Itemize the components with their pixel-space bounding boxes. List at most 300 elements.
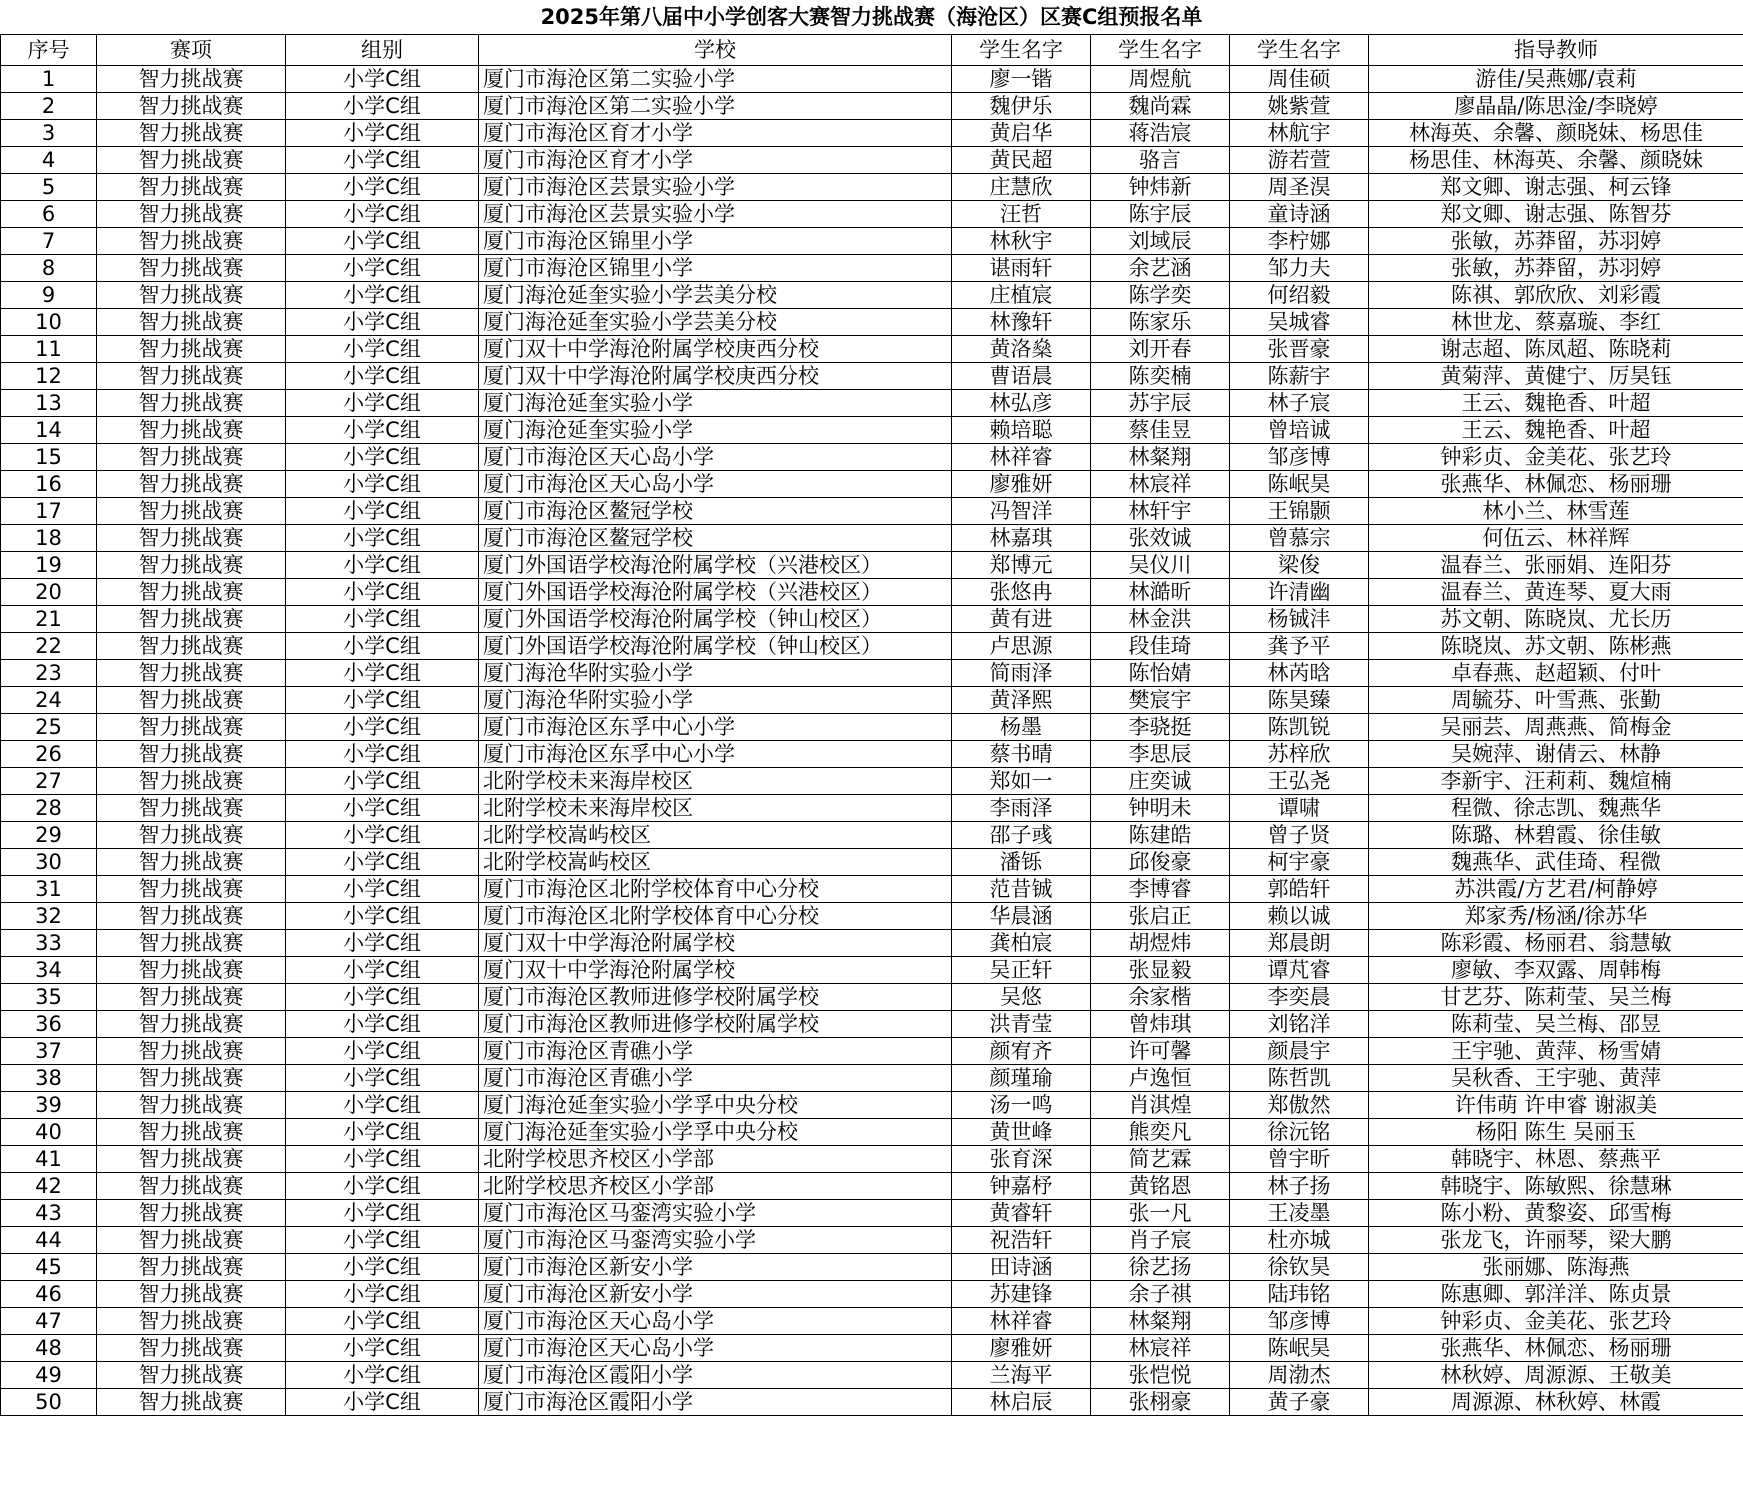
cell-index[interactable]: 23 — [1, 660, 97, 687]
cell-group[interactable]: 小学C组 — [286, 876, 479, 903]
cell-student-3[interactable]: 陈哲凯 — [1230, 1065, 1369, 1092]
cell-group[interactable]: 小学C组 — [286, 1173, 479, 1200]
cell-student-1[interactable]: 汤一鸣 — [952, 1092, 1091, 1119]
cell-school[interactable]: 厦门市海沧区北附学校体育中心分校 — [479, 903, 952, 930]
cell-index[interactable]: 39 — [1, 1092, 97, 1119]
cell-student-3[interactable]: 陈岷昊 — [1230, 471, 1369, 498]
cell-group[interactable]: 小学C组 — [286, 579, 479, 606]
cell-student-2[interactable]: 林宸祥 — [1091, 471, 1230, 498]
cell-student-2[interactable]: 陈奕楠 — [1091, 363, 1230, 390]
cell-school[interactable]: 厦门双十中学海沧附属学校庚西分校 — [479, 363, 952, 390]
table-row[interactable] — [1, 1092, 1743, 1119]
cell-student-2[interactable]: 李博睿 — [1091, 876, 1230, 903]
cell-event[interactable]: 智力挑战赛 — [97, 1038, 286, 1065]
cell-student-2[interactable]: 骆言 — [1091, 147, 1230, 174]
cell-group[interactable]: 小学C组 — [286, 741, 479, 768]
cell-event[interactable]: 智力挑战赛 — [97, 390, 286, 417]
cell-student-1[interactable]: 廖雅妍 — [952, 1335, 1091, 1362]
cell-student-1[interactable]: 廖雅妍 — [952, 471, 1091, 498]
cell-teachers[interactable]: 黄菊萍、黄健宁、厉昊钰 — [1369, 363, 1743, 390]
cell-index[interactable]: 22 — [1, 633, 97, 660]
cell-event[interactable]: 智力挑战赛 — [97, 876, 286, 903]
cell-index[interactable]: 44 — [1, 1227, 97, 1254]
cell-teachers[interactable]: 杨思佳、林海英、余馨、颜晓妹 — [1369, 147, 1743, 174]
cell-student-3[interactable]: 周渤杰 — [1230, 1362, 1369, 1389]
cell-index[interactable]: 29 — [1, 822, 97, 849]
cell-student-2[interactable]: 简艺霖 — [1091, 1146, 1230, 1173]
cell-student-3[interactable]: 邹力夫 — [1230, 255, 1369, 282]
cell-student-3[interactable]: 郑晨朗 — [1230, 930, 1369, 957]
cell-student-1[interactable]: 黄世峰 — [952, 1119, 1091, 1146]
table-row[interactable] — [1, 687, 1743, 714]
cell-index[interactable]: 12 — [1, 363, 97, 390]
cell-student-2[interactable]: 张栩豪 — [1091, 1389, 1230, 1416]
table-row[interactable] — [1, 201, 1743, 228]
cell-group[interactable]: 小学C组 — [286, 444, 479, 471]
cell-index[interactable]: 27 — [1, 768, 97, 795]
table-row[interactable] — [1, 471, 1743, 498]
cell-student-2[interactable]: 卢逸恒 — [1091, 1065, 1230, 1092]
cell-teachers[interactable]: 陈小粉、黄黎姿、邱雪梅 — [1369, 1200, 1743, 1227]
cell-student-1[interactable]: 祝浩轩 — [952, 1227, 1091, 1254]
cell-index[interactable]: 14 — [1, 417, 97, 444]
cell-group[interactable]: 小学C组 — [286, 984, 479, 1011]
cell-teachers[interactable]: 钟彩贞、金美花、张艺玲 — [1369, 1308, 1743, 1335]
cell-student-1[interactable]: 林祥睿 — [952, 444, 1091, 471]
cell-school[interactable]: 厦门市海沧区锦里小学 — [479, 228, 952, 255]
cell-student-2[interactable]: 肖淇煌 — [1091, 1092, 1230, 1119]
cell-student-3[interactable]: 苏梓欣 — [1230, 741, 1369, 768]
cell-student-2[interactable]: 林澔昕 — [1091, 579, 1230, 606]
cell-index[interactable]: 36 — [1, 1011, 97, 1038]
cell-index[interactable]: 50 — [1, 1389, 97, 1416]
cell-school[interactable]: 厦门双十中学海沧附属学校庚西分校 — [479, 336, 952, 363]
cell-group[interactable]: 小学C组 — [286, 849, 479, 876]
cell-student-1[interactable]: 廖一锴 — [952, 66, 1091, 93]
cell-student-1[interactable]: 田诗涵 — [952, 1254, 1091, 1281]
cell-event[interactable]: 智力挑战赛 — [97, 444, 286, 471]
cell-student-3[interactable]: 邹彦博 — [1230, 1308, 1369, 1335]
cell-group[interactable]: 小学C组 — [286, 471, 479, 498]
cell-index[interactable]: 18 — [1, 525, 97, 552]
cell-index[interactable]: 40 — [1, 1119, 97, 1146]
cell-index[interactable]: 5 — [1, 174, 97, 201]
cell-teachers[interactable]: 吴婉萍、谢倩云、林静 — [1369, 741, 1743, 768]
cell-student-2[interactable]: 余家楷 — [1091, 984, 1230, 1011]
cell-school[interactable]: 厦门外国语学校海沧附属学校（兴港校区） — [479, 552, 952, 579]
table-row[interactable] — [1, 1254, 1743, 1281]
cell-index[interactable]: 6 — [1, 201, 97, 228]
cell-group[interactable]: 小学C组 — [286, 336, 479, 363]
cell-index[interactable]: 48 — [1, 1335, 97, 1362]
table-row[interactable] — [1, 1227, 1743, 1254]
cell-student-1[interactable]: 林豫轩 — [952, 309, 1091, 336]
cell-student-1[interactable]: 谌雨轩 — [952, 255, 1091, 282]
cell-student-2[interactable]: 张启正 — [1091, 903, 1230, 930]
cell-student-1[interactable]: 颜宥齐 — [952, 1038, 1091, 1065]
cell-index[interactable]: 35 — [1, 984, 97, 1011]
table-row[interactable] — [1, 930, 1743, 957]
cell-group[interactable]: 小学C组 — [286, 1227, 479, 1254]
cell-teachers[interactable]: 郑文卿、谢志强、柯云锋 — [1369, 174, 1743, 201]
cell-student-2[interactable]: 李骁挺 — [1091, 714, 1230, 741]
table-row[interactable] — [1, 390, 1743, 417]
cell-school[interactable]: 北附学校思齐校区小学部 — [479, 1173, 952, 1200]
cell-school[interactable]: 厦门市海沧区芸景实验小学 — [479, 174, 952, 201]
cell-index[interactable]: 32 — [1, 903, 97, 930]
cell-student-3[interactable]: 陈薪宇 — [1230, 363, 1369, 390]
cell-group[interactable]: 小学C组 — [286, 768, 479, 795]
cell-student-1[interactable]: 潘铄 — [952, 849, 1091, 876]
table-row[interactable] — [1, 147, 1743, 174]
cell-teachers[interactable]: 陈晓岚、苏文朝、陈彬燕 — [1369, 633, 1743, 660]
cell-student-1[interactable]: 张育深 — [952, 1146, 1091, 1173]
table-row[interactable] — [1, 1362, 1743, 1389]
cell-event[interactable]: 智力挑战赛 — [97, 1200, 286, 1227]
cell-event[interactable]: 智力挑战赛 — [97, 471, 286, 498]
cell-student-2[interactable]: 张一凡 — [1091, 1200, 1230, 1227]
cell-school[interactable]: 北附学校嵩屿校区 — [479, 849, 952, 876]
cell-student-1[interactable]: 林秋宇 — [952, 228, 1091, 255]
cell-student-2[interactable]: 张恺悦 — [1091, 1362, 1230, 1389]
cell-teachers[interactable]: 张龙飞，许丽琴，梁大鹏 — [1369, 1227, 1743, 1254]
cell-group[interactable]: 小学C组 — [286, 1146, 479, 1173]
cell-group[interactable]: 小学C组 — [286, 1119, 479, 1146]
cell-group[interactable]: 小学C组 — [286, 660, 479, 687]
table-row[interactable] — [1, 876, 1743, 903]
cell-student-2[interactable]: 蒋浩宸 — [1091, 120, 1230, 147]
cell-student-1[interactable]: 吴悠 — [952, 984, 1091, 1011]
cell-group[interactable]: 小学C组 — [286, 282, 479, 309]
cell-student-2[interactable]: 张显毅 — [1091, 957, 1230, 984]
cell-student-1[interactable]: 黄洛燊 — [952, 336, 1091, 363]
table-row[interactable] — [1, 66, 1743, 93]
cell-event[interactable]: 智力挑战赛 — [97, 201, 286, 228]
cell-student-3[interactable]: 赖以诚 — [1230, 903, 1369, 930]
table-row[interactable] — [1, 957, 1743, 984]
cell-school[interactable]: 厦门外国语学校海沧附属学校（钟山校区） — [479, 633, 952, 660]
cell-event[interactable]: 智力挑战赛 — [97, 849, 286, 876]
cell-student-1[interactable]: 吴正轩 — [952, 957, 1091, 984]
cell-student-1[interactable]: 黄睿轩 — [952, 1200, 1091, 1227]
cell-teachers[interactable]: 韩晓宇、林恩、蔡燕平 — [1369, 1146, 1743, 1173]
cell-group[interactable]: 小学C组 — [286, 633, 479, 660]
cell-event[interactable]: 智力挑战赛 — [97, 1065, 286, 1092]
cell-student-3[interactable]: 杜亦城 — [1230, 1227, 1369, 1254]
cell-student-3[interactable]: 杨铖沣 — [1230, 606, 1369, 633]
cell-student-1[interactable]: 魏伊乐 — [952, 93, 1091, 120]
cell-student-3[interactable]: 徐沅铭 — [1230, 1119, 1369, 1146]
cell-index[interactable]: 2 — [1, 93, 97, 120]
cell-student-3[interactable]: 张晋豪 — [1230, 336, 1369, 363]
cell-student-3[interactable]: 谭芃睿 — [1230, 957, 1369, 984]
cell-student-2[interactable]: 钟炜新 — [1091, 174, 1230, 201]
cell-event[interactable]: 智力挑战赛 — [97, 1011, 286, 1038]
cell-student-3[interactable]: 王凌墨 — [1230, 1200, 1369, 1227]
cell-teachers[interactable]: 甘艺芬、陈莉莹、吴兰梅 — [1369, 984, 1743, 1011]
cell-school[interactable]: 北附学校未来海岸校区 — [479, 795, 952, 822]
cell-student-2[interactable]: 林金洪 — [1091, 606, 1230, 633]
table-row[interactable] — [1, 606, 1743, 633]
cell-group[interactable]: 小学C组 — [286, 903, 479, 930]
cell-student-2[interactable]: 周煜航 — [1091, 66, 1230, 93]
cell-school[interactable]: 厦门市海沧区东孚中心小学 — [479, 741, 952, 768]
table-row[interactable] — [1, 1173, 1743, 1200]
cell-student-2[interactable]: 蔡佳昱 — [1091, 417, 1230, 444]
cell-student-2[interactable]: 林粲翔 — [1091, 444, 1230, 471]
cell-student-3[interactable]: 李柠娜 — [1230, 228, 1369, 255]
cell-student-1[interactable]: 林祥睿 — [952, 1308, 1091, 1335]
cell-student-2[interactable]: 陈家乐 — [1091, 309, 1230, 336]
cell-school[interactable]: 厦门市海沧区天心岛小学 — [479, 471, 952, 498]
cell-group[interactable]: 小学C组 — [286, 120, 479, 147]
table-row[interactable] — [1, 552, 1743, 579]
cell-group[interactable]: 小学C组 — [286, 1281, 479, 1308]
cell-group[interactable]: 小学C组 — [286, 363, 479, 390]
cell-student-1[interactable]: 黄有进 — [952, 606, 1091, 633]
cell-school[interactable]: 北附学校嵩屿校区 — [479, 822, 952, 849]
cell-teachers[interactable]: 温春兰、黄连琴、夏大雨 — [1369, 579, 1743, 606]
table-row[interactable] — [1, 120, 1743, 147]
cell-school[interactable]: 厦门海沧延奎实验小学 — [479, 417, 952, 444]
cell-group[interactable]: 小学C组 — [286, 552, 479, 579]
cell-teachers[interactable]: 游佳/吴燕娜/袁莉 — [1369, 66, 1743, 93]
cell-index[interactable]: 33 — [1, 930, 97, 957]
cell-school[interactable]: 厦门市海沧区天心岛小学 — [479, 1335, 952, 1362]
cell-event[interactable]: 智力挑战赛 — [97, 1308, 286, 1335]
cell-teachers[interactable]: 陈璐、林碧霞、徐佳敏 — [1369, 822, 1743, 849]
table-row[interactable] — [1, 1335, 1743, 1362]
cell-student-1[interactable]: 郑博元 — [952, 552, 1091, 579]
cell-teachers[interactable]: 张丽娜、陈海燕 — [1369, 1254, 1743, 1281]
cell-group[interactable]: 小学C组 — [286, 1362, 479, 1389]
cell-event[interactable]: 智力挑战赛 — [97, 1146, 286, 1173]
cell-index[interactable]: 31 — [1, 876, 97, 903]
cell-teachers[interactable]: 王云、魏艳香、叶超 — [1369, 417, 1743, 444]
cell-school[interactable]: 厦门海沧华附实验小学 — [479, 687, 952, 714]
cell-school[interactable]: 北附学校未来海岸校区 — [479, 768, 952, 795]
cell-school[interactable]: 厦门市海沧区青礁小学 — [479, 1065, 952, 1092]
cell-index[interactable]: 15 — [1, 444, 97, 471]
cell-event[interactable]: 智力挑战赛 — [97, 1173, 286, 1200]
cell-index[interactable]: 8 — [1, 255, 97, 282]
cell-student-2[interactable]: 刘开春 — [1091, 336, 1230, 363]
cell-student-2[interactable]: 樊宸宇 — [1091, 687, 1230, 714]
cell-event[interactable]: 智力挑战赛 — [97, 498, 286, 525]
cell-index[interactable]: 47 — [1, 1308, 97, 1335]
cell-school[interactable]: 厦门市海沧区教师进修学校附属学校 — [479, 984, 952, 1011]
cell-index[interactable]: 20 — [1, 579, 97, 606]
cell-index[interactable]: 34 — [1, 957, 97, 984]
cell-student-2[interactable]: 林宸祥 — [1091, 1335, 1230, 1362]
cell-student-1[interactable]: 蔡书晴 — [952, 741, 1091, 768]
cell-teachers[interactable]: 王宇驰、黄萍、杨雪婧 — [1369, 1038, 1743, 1065]
cell-student-3[interactable]: 何绍毅 — [1230, 282, 1369, 309]
cell-student-3[interactable]: 邹彦博 — [1230, 444, 1369, 471]
cell-school[interactable]: 厦门市海沧区鳌冠学校 — [479, 525, 952, 552]
cell-event[interactable]: 智力挑战赛 — [97, 525, 286, 552]
cell-student-3[interactable]: 谭啸 — [1230, 795, 1369, 822]
cell-student-2[interactable]: 李思辰 — [1091, 741, 1230, 768]
cell-school[interactable]: 厦门海沧延奎实验小学芸美分校 — [479, 309, 952, 336]
cell-index[interactable]: 42 — [1, 1173, 97, 1200]
table-row[interactable] — [1, 633, 1743, 660]
cell-group[interactable]: 小学C组 — [286, 1254, 479, 1281]
cell-student-3[interactable]: 周圣淏 — [1230, 174, 1369, 201]
cell-teachers[interactable]: 王云、魏艳香、叶超 — [1369, 390, 1743, 417]
cell-group[interactable]: 小学C组 — [286, 525, 479, 552]
cell-index[interactable]: 28 — [1, 795, 97, 822]
cell-school[interactable]: 厦门市海沧区锦里小学 — [479, 255, 952, 282]
cell-student-2[interactable]: 刘域辰 — [1091, 228, 1230, 255]
cell-event[interactable]: 智力挑战赛 — [97, 714, 286, 741]
cell-school[interactable]: 厦门海沧华附实验小学 — [479, 660, 952, 687]
cell-student-3[interactable]: 陈岷昊 — [1230, 1335, 1369, 1362]
cell-event[interactable]: 智力挑战赛 — [97, 660, 286, 687]
cell-student-3[interactable]: 梁俊 — [1230, 552, 1369, 579]
table-row[interactable] — [1, 363, 1743, 390]
cell-student-1[interactable]: 邵子彧 — [952, 822, 1091, 849]
cell-event[interactable]: 智力挑战赛 — [97, 1119, 286, 1146]
cell-student-3[interactable]: 郑傲然 — [1230, 1092, 1369, 1119]
cell-school[interactable]: 厦门双十中学海沧附属学校 — [479, 930, 952, 957]
cell-event[interactable]: 智力挑战赛 — [97, 795, 286, 822]
cell-group[interactable]: 小学C组 — [286, 1092, 479, 1119]
cell-student-3[interactable]: 徐钦昊 — [1230, 1254, 1369, 1281]
cell-group[interactable]: 小学C组 — [286, 1335, 479, 1362]
cell-student-1[interactable]: 范昔铖 — [952, 876, 1091, 903]
cell-index[interactable]: 24 — [1, 687, 97, 714]
cell-group[interactable]: 小学C组 — [286, 147, 479, 174]
cell-school[interactable]: 厦门市海沧区霞阳小学 — [479, 1389, 952, 1416]
cell-school[interactable]: 厦门市海沧区第二实验小学 — [479, 66, 952, 93]
cell-school[interactable]: 厦门市海沧区育才小学 — [479, 147, 952, 174]
cell-index[interactable]: 26 — [1, 741, 97, 768]
cell-teachers[interactable]: 何伍云、林祥辉 — [1369, 525, 1743, 552]
cell-student-2[interactable]: 钟明未 — [1091, 795, 1230, 822]
cell-school[interactable]: 厦门海沧延奎实验小学芸美分校 — [479, 282, 952, 309]
cell-index[interactable]: 49 — [1, 1362, 97, 1389]
cell-student-3[interactable]: 陈昊臻 — [1230, 687, 1369, 714]
cell-group[interactable]: 小学C组 — [286, 930, 479, 957]
cell-school[interactable]: 厦门海沧延奎实验小学 — [479, 390, 952, 417]
cell-student-1[interactable]: 杨墨 — [952, 714, 1091, 741]
cell-index[interactable]: 4 — [1, 147, 97, 174]
cell-student-3[interactable]: 柯宇豪 — [1230, 849, 1369, 876]
cell-school[interactable]: 厦门海沧延奎实验小学孚中央分校 — [479, 1092, 952, 1119]
table-row[interactable] — [1, 228, 1743, 255]
cell-school[interactable]: 厦门市海沧区教师进修学校附属学校 — [479, 1011, 952, 1038]
cell-teachers[interactable]: 陈祺、郭欣欣、刘彩霞 — [1369, 282, 1743, 309]
cell-teachers[interactable]: 苏洪霞/方艺君/柯静婷 — [1369, 876, 1743, 903]
cell-student-1[interactable]: 颜瑾瑜 — [952, 1065, 1091, 1092]
cell-student-3[interactable]: 林子宸 — [1230, 390, 1369, 417]
cell-event[interactable]: 智力挑战赛 — [97, 1335, 286, 1362]
cell-index[interactable]: 25 — [1, 714, 97, 741]
cell-event[interactable]: 智力挑战赛 — [97, 309, 286, 336]
cell-index[interactable]: 10 — [1, 309, 97, 336]
cell-student-3[interactable]: 刘铭洋 — [1230, 1011, 1369, 1038]
cell-teachers[interactable]: 廖晶晶/陈思淦/李晓婷 — [1369, 93, 1743, 120]
cell-student-2[interactable]: 吴仪川 — [1091, 552, 1230, 579]
cell-event[interactable]: 智力挑战赛 — [97, 579, 286, 606]
cell-group[interactable]: 小学C组 — [286, 255, 479, 282]
cell-student-3[interactable]: 陈凯锐 — [1230, 714, 1369, 741]
cell-student-2[interactable]: 段佳琦 — [1091, 633, 1230, 660]
cell-index[interactable]: 41 — [1, 1146, 97, 1173]
cell-event[interactable]: 智力挑战赛 — [97, 120, 286, 147]
cell-teachers[interactable]: 廖敏、李双露、周韩梅 — [1369, 957, 1743, 984]
cell-group[interactable]: 小学C组 — [286, 1389, 479, 1416]
cell-teachers[interactable]: 陈彩霞、杨丽君、翁慧敏 — [1369, 930, 1743, 957]
cell-student-2[interactable]: 陈怡婧 — [1091, 660, 1230, 687]
table-row[interactable] — [1, 903, 1743, 930]
cell-teachers[interactable]: 许伟萌 许申睿 谢淑美 — [1369, 1092, 1743, 1119]
table-row[interactable] — [1, 1146, 1743, 1173]
table-row[interactable] — [1, 1011, 1743, 1038]
cell-student-2[interactable]: 魏尚霖 — [1091, 93, 1230, 120]
cell-student-3[interactable]: 周佳硕 — [1230, 66, 1369, 93]
table-row[interactable] — [1, 1200, 1743, 1227]
cell-teachers[interactable]: 苏文朝、陈晓岚、尤长历 — [1369, 606, 1743, 633]
cell-student-1[interactable]: 汪哲 — [952, 201, 1091, 228]
cell-event[interactable]: 智力挑战赛 — [97, 606, 286, 633]
cell-group[interactable]: 小学C组 — [286, 795, 479, 822]
cell-student-1[interactable]: 华晨涵 — [952, 903, 1091, 930]
cell-school[interactable]: 厦门市海沧区新安小学 — [479, 1281, 952, 1308]
cell-student-2[interactable]: 林粲翔 — [1091, 1308, 1230, 1335]
cell-index[interactable]: 37 — [1, 1038, 97, 1065]
cell-school[interactable]: 厦门市海沧区新安小学 — [479, 1254, 952, 1281]
table-row[interactable] — [1, 1038, 1743, 1065]
cell-event[interactable]: 智力挑战赛 — [97, 66, 286, 93]
cell-student-1[interactable]: 龚柏宸 — [952, 930, 1091, 957]
table-row[interactable] — [1, 174, 1743, 201]
cell-event[interactable]: 智力挑战赛 — [97, 363, 286, 390]
cell-index[interactable]: 17 — [1, 498, 97, 525]
table-row[interactable] — [1, 822, 1743, 849]
cell-group[interactable]: 小学C组 — [286, 1038, 479, 1065]
cell-student-2[interactable]: 徐艺扬 — [1091, 1254, 1230, 1281]
cell-student-2[interactable]: 邱俊豪 — [1091, 849, 1230, 876]
cell-teachers[interactable]: 吴秋香、王宇驰、黄萍 — [1369, 1065, 1743, 1092]
cell-student-3[interactable]: 王锦颢 — [1230, 498, 1369, 525]
cell-index[interactable]: 13 — [1, 390, 97, 417]
cell-student-1[interactable]: 冯智洋 — [952, 498, 1091, 525]
cell-student-1[interactable]: 庄植宸 — [952, 282, 1091, 309]
cell-teachers[interactable]: 陈莉莹、吴兰梅、邵昱 — [1369, 1011, 1743, 1038]
cell-student-2[interactable]: 余艺涵 — [1091, 255, 1230, 282]
table-row[interactable] — [1, 579, 1743, 606]
cell-student-3[interactable]: 林芮晗 — [1230, 660, 1369, 687]
cell-school[interactable]: 厦门市海沧区北附学校体育中心分校 — [479, 876, 952, 903]
table-row[interactable] — [1, 336, 1743, 363]
table-row[interactable] — [1, 1065, 1743, 1092]
cell-student-2[interactable]: 肖子宸 — [1091, 1227, 1230, 1254]
cell-event[interactable]: 智力挑战赛 — [97, 282, 286, 309]
cell-index[interactable]: 45 — [1, 1254, 97, 1281]
cell-teachers[interactable]: 卓春燕、赵超颖、付叶 — [1369, 660, 1743, 687]
cell-student-2[interactable]: 熊奕凡 — [1091, 1119, 1230, 1146]
table-row[interactable] — [1, 984, 1743, 1011]
cell-student-3[interactable]: 李奕晨 — [1230, 984, 1369, 1011]
cell-index[interactable]: 19 — [1, 552, 97, 579]
cell-group[interactable]: 小学C组 — [286, 498, 479, 525]
cell-student-3[interactable]: 曾培诚 — [1230, 417, 1369, 444]
cell-teachers[interactable]: 陈惠卿、郭洋洋、陈贞景 — [1369, 1281, 1743, 1308]
cell-group[interactable]: 小学C组 — [286, 174, 479, 201]
cell-student-3[interactable]: 姚紫萱 — [1230, 93, 1369, 120]
